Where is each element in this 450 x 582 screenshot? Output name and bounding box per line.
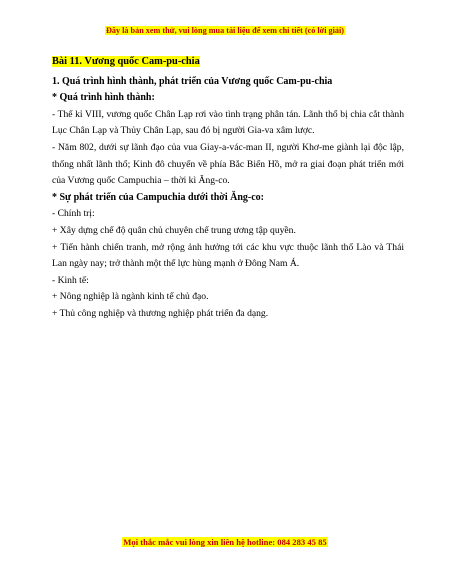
development-line: - Chính trị: (52, 208, 95, 220)
development-line: + Tiến hành chiến tranh, mở rộng ảnh hưởng tới các khu vực thuộc lãnh thổ Lào và Thái Lan ngày nay; trở thành một thế lực hùng mạnh ở Đông Nam Á. (52, 241, 404, 270)
development-line: + Xây dựng chế độ quân chủ chuyên chế trung ương tập quyền. (52, 224, 296, 236)
top-notice-text: Đây là bản xem thử, vui lòng mua tài liệu để xem chi tiết (có lời giải) (105, 26, 344, 35)
document-body (52, 54, 404, 323)
formation-heading: * Quá trình hình thành: (52, 92, 155, 104)
development-line: - Kinh tế: (52, 274, 89, 286)
lesson-title (52, 54, 404, 71)
lesson-title-text: Bài 11. Vương quốc Cam-pu-chia (52, 56, 200, 67)
top-notice-banner (0, 26, 450, 35)
bottom-notice-banner (0, 537, 450, 547)
section-heading: 1. Quá trình hình thành, phát triển của Vương quốc Cam-pu-chia (52, 75, 333, 87)
formation-paragraph: - Thế kỉ VIII, vương quốc Chân Lạp rơi vào tình trạng phân tán. Lãnh thổ bị chia cắt thành Lục Chân Lạp và Thủy Chân Lạp, sau đó bị người Gia-va xâm lược. (52, 108, 404, 137)
bottom-notice-text: Mọi thắc mắc vui lòng xin liên hệ hotline: 084 283 45 85 (123, 537, 327, 547)
development-line: + Nông nghiệp là ngành kinh tế chủ đạo. (52, 291, 209, 303)
development-heading: * Sự phát triển của Campuchia dưới thời Ăng-co: (52, 191, 264, 203)
development-line: + Thủ công nghiệp và thương nghiệp phát triển đa dạng. (52, 307, 269, 319)
formation-paragraph: - Năm 802, dưới sự lãnh đạo của vua Giay-a-vác-man II, người Khơ-me giành lại độc lập, thống nhất lãnh thổ; Kinh đô chuyển về phía Bắc Biển Hồ, mở ra giai đoạn phát triển mới của Vương quốc Campuchia – thời kì Ăng-co. (52, 141, 404, 187)
